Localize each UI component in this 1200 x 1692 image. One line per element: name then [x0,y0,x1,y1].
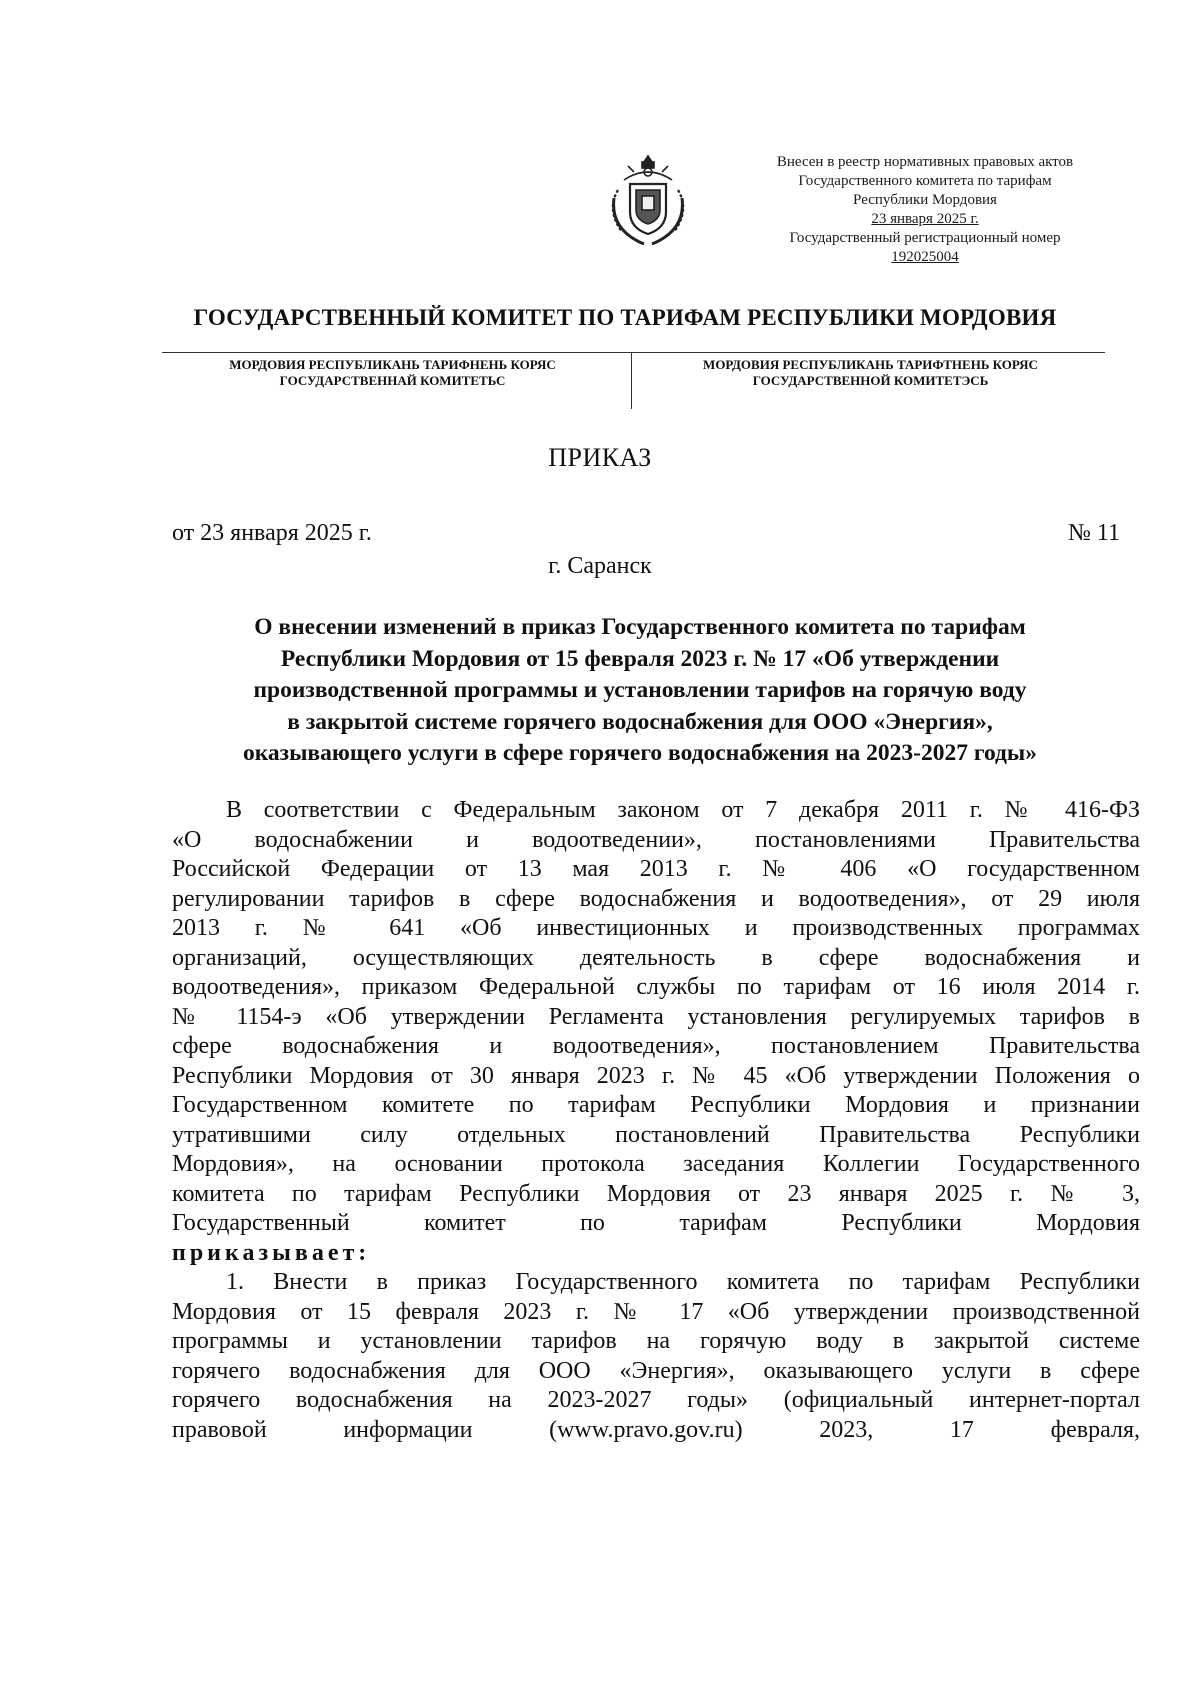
heading-line: производственной программы и установлении тарифов на горячую воду [253,677,1027,703]
order-body [172,796,1140,1445]
body-line: «О водоснабжении и водоотведении», постановлениями Правительства [172,826,1140,853]
committee-name-line: ГОСУДАРСТВЕННОЙ КОМИТЕТЭСЬ [752,373,989,388]
registry-line: Государственного комитета по тарифам [798,173,1052,189]
body-line: сфере водоснабжения и водоотведения», постановлением Правительства [172,1033,1140,1059]
heading-line: О внесении изменений в приказ Государственного комитета по тарифам [254,614,1026,640]
body-line: утратившими силу отдельных постановлений Правительства Республики [172,1121,1140,1148]
registry-date: 23 января 2025 г. [871,211,979,227]
order-date: от 23 января 2025 г. [172,520,372,546]
body-line: программы и установлении тарифов на горячую воду в закрытой системе [172,1328,1140,1354]
body-line: Государственный комитет по тарифам Республики Мордовия [172,1210,1140,1236]
heading-line: Республики Мордовия от 15 февраля 2023 г. № 17 «Об утверждении [280,645,1000,672]
registry-line: Государственный регистрационный номер [789,230,1061,246]
body-line: № 1154-э «Об утверждении Регламента установления регулируемых тарифов в [172,1003,1140,1030]
body-line: водоотведения», приказом Федеральной службы по тарифам от 16 июля 2014 г. [172,974,1140,1000]
registry-line: Внесен в реестр нормативных правовых актов [776,154,1074,170]
header-divider [162,352,1105,353]
registry-line: Республики Мордовия [853,192,997,208]
body-line: организаций, осуществляющих деятельность в сфере водоснабжения и [172,944,1140,971]
order-number: № 11 [1067,520,1120,546]
header-vertical-divider [631,353,632,409]
body-line: Республики Мордовия от 30 января 2023 г. № 45 «Об утверждении Положения о [172,1062,1140,1089]
order-heading [160,612,1120,770]
order-title: ПРИКАЗ [548,443,652,472]
body-line: правовой информации (www.pravo.gov.ru) 2023, 17 февраля, [172,1416,1140,1443]
body-line: Государственном комитете по тарифам Республики Мордовия и признании [172,1092,1140,1118]
orders-keyword: приказывает: [172,1239,371,1266]
body-line: Мордовия», на основании протокола заседания Коллегии Государственного [172,1151,1140,1177]
committee-name-moksha [165,357,620,389]
registry-stamp [730,153,1120,267]
body-line: 2013 г. № 641 «Об инвестиционных и производственных программах [172,915,1140,941]
body-line: Российской Федерации от 13 мая 2013 г. № 406 «О государственном [172,856,1140,882]
body-line: горячего водоснабжения для ООО «Энергия», оказывающего услуги в сфере [172,1357,1140,1384]
committee-name-line: ГОСУДАРСТВЕННАЙ КОМИТЕТЬС [279,373,506,388]
body-line: Мордовия от 15 февраля 2023 г. № 17 «Об утверждении производственной [172,1298,1140,1325]
order-city: г. Саранск [548,553,652,579]
body-line: 1. Внести в приказ Государственного комитета по тарифам Республики [226,1269,1140,1295]
committee-name-line: МОРДОВИЯ РЕСПУБЛИКАНЬ ТАРИФТНЕНЬ КОРЯС [703,357,1038,372]
body-line: горячего водоснабжения на 2023-2027 годы» (официальный интернет-портал [172,1387,1140,1413]
body-line: комитета по тарифам Республики Мордовия от 23 января 2025 г. № 3, [172,1180,1140,1207]
committee-title: ГОСУДАРСТВЕННЫЙ КОМИТЕТ ПО ТАРИФАМ РЕСПУБЛИКИ МОРДОВИЯ [193,305,1057,330]
committee-name-erzya [643,357,1098,389]
body-line: В соответствии с Федеральным законом от 7 декабря 2011 г. № 416-ФЗ [226,797,1140,823]
coat-of-arms-emblem [600,150,696,250]
heading-line: в закрытой системе горячего водоснабжения для ООО «Энергия», [287,708,993,735]
heading-line: оказывающего услуги в сфере горячего водоснабжения на 2023-2027 годы» [242,740,1038,766]
registry-number: 192025004 [891,249,959,265]
body-line: регулировании тарифов в сфере водоснабжения и водоотведения», от 29 июля [172,885,1140,912]
committee-name-line: МОРДОВИЯ РЕСПУБЛИКАНЬ ТАРИФНЕНЬ КОРЯС [229,357,556,372]
